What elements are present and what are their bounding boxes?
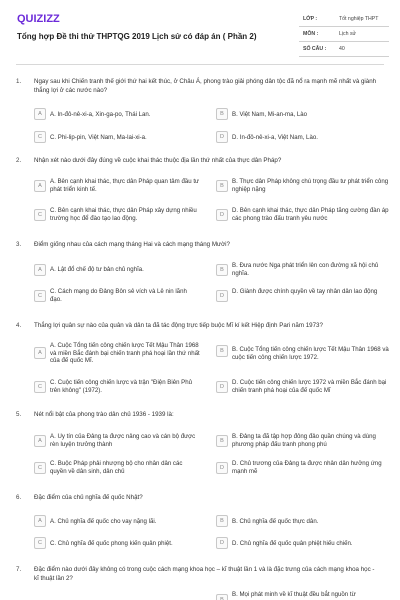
question-number: 7. — [16, 566, 22, 573]
option-text: D. Bên cạnh khai thác, thực dân Pháp tăng cường đàn áp các phong trào đấu tranh yêu nước — [232, 207, 389, 222]
question-number: 4. — [16, 322, 22, 329]
option-a[interactable] — [34, 342, 204, 364]
option-text: A. Uy tín của Đảng ta được nâng cao và cán bộ được rèn luyện trưởng thành — [50, 433, 196, 448]
question-text: Thắng lợi quân sự nào của quân và dân ta đã tác động trực tiếp buộc Mĩ kí kết Hiệp định Pari năm 1973? — [34, 322, 323, 329]
option-letter-badge: C — [34, 209, 46, 221]
option-letter-badge: C — [34, 290, 46, 302]
option-a[interactable] — [34, 262, 204, 276]
option-b[interactable] — [216, 262, 386, 276]
question-text: Đặc điểm nào dưới đây không có trong cuộc cách mạng khoa học – kĩ thuật lần 1 và là đặc trưng của cách mạng khoa học - kĩ thuật lần 2? — [34, 566, 375, 582]
option-b[interactable] — [216, 515, 386, 529]
meta-panel — [299, 12, 389, 57]
meta-value: Lịch sử — [339, 31, 357, 37]
option-text: B. Đưa nước Nga phát triển lên con đường xã hội chủ nghĩa. — [232, 262, 379, 277]
option-b[interactable] — [216, 433, 386, 447]
option-text: D. In-đô-nê-xi-a, Việt Nam, Lào. — [232, 134, 318, 141]
option-letter-badge: B — [216, 108, 228, 120]
option-text: A. Chủ nghĩa đế quốc cho vay nặng lãi. — [50, 518, 157, 525]
option-letter-badge: B — [216, 264, 228, 276]
option-c[interactable] — [34, 207, 204, 221]
option-text: A. Lật đổ chế độ tư bản chủ nghĩa. — [50, 266, 144, 273]
option-a[interactable] — [34, 433, 204, 447]
question-text: Đặc điểm của chủ nghĩa đế quốc Nhật? — [34, 494, 143, 501]
option-d[interactable] — [216, 379, 386, 393]
option-text: A. Bên cạnh khai thác, thực dân Pháp quan tâm đầu tư phát triển kinh tế. — [50, 178, 200, 193]
option-d[interactable] — [216, 537, 386, 551]
meta-row-class — [299, 12, 389, 27]
option-b[interactable] — [216, 591, 386, 600]
option-text: D. Chủ nghĩa đế quốc quân phiệt hiếu chiến. — [232, 540, 353, 547]
option-c[interactable] — [34, 537, 204, 551]
option-letter-badge: C — [34, 537, 46, 549]
question-text: Nét nổi bật của phong trào dân chủ 1936 - 1939 là: — [34, 411, 174, 418]
quizizz-logo-icon — [17, 11, 69, 25]
option-letter-badge: A — [34, 347, 46, 359]
option-letter-badge: D — [216, 462, 228, 474]
question-text: Ngay sau khi Chiến tranh thế giới thứ hai kết thúc, ở Châu Á, phong trào giải phóng dân tộc đã nổ ra mạnh mẽ nhất và giành thắng lợi ở các nước nào? — [34, 78, 377, 94]
option-a[interactable] — [34, 108, 204, 122]
option-text: B. Mọi phát minh về kĩ thuật đều bắt nguồn từ — [232, 591, 356, 598]
option-letter-badge: A — [34, 180, 46, 192]
option-text: B. Chủ nghĩa đế quốc thực dân. — [232, 518, 319, 525]
option-letter-badge: A — [34, 264, 46, 276]
meta-row-count — [299, 42, 389, 57]
option-letter-badge: C — [34, 462, 46, 474]
option-text: B. Đảng ta đã tập hợp đông đảo quần chúng và dùng phương pháp đấu tranh phong phú — [232, 433, 376, 448]
option-letter-badge: B — [216, 345, 228, 357]
option-letter-badge: B — [216, 435, 228, 447]
option-b[interactable] — [216, 178, 389, 193]
meta-row-subject — [299, 27, 389, 42]
question-text: Nhận xét nào dưới đây đúng về cuộc khai thác thuộc địa lần thứ nhất của thực dân Pháp? — [34, 157, 282, 164]
option-text: C. Chủ nghĩa đế quốc phong kiến quân phiệt. — [50, 540, 173, 547]
logo-text: QUIZIZZ — [17, 13, 60, 25]
option-d[interactable] — [216, 460, 386, 474]
option-letter-badge: A — [34, 515, 46, 527]
option-d[interactable] — [216, 131, 386, 145]
option-a[interactable] — [34, 178, 204, 192]
option-letter-badge: C — [34, 131, 46, 143]
page-title: Tổng hợp Đề thi thử THPTQG 2019 Lịch sử có đáp án ( Phần 2) — [17, 32, 257, 41]
option-letter-badge: D — [216, 537, 228, 549]
question-number: 2. — [16, 157, 22, 164]
option-c[interactable] — [34, 460, 204, 474]
option-letter-badge: B — [216, 180, 228, 192]
option-text: B. Thực dân Pháp không chú trọng đầu tư phát triển công nghiệp nặng — [232, 178, 389, 193]
option-text: C. Phi-lip-pin, Việt Nam, Ma-lai-xi-a. — [50, 134, 147, 141]
option-b[interactable] — [216, 342, 389, 361]
option-text: C. Cách mạng do Đảng Bôn sê vích và Lê nin lãnh đạo. — [50, 288, 187, 303]
option-text: D. Giành được chính quyền về tay nhân dân lao động — [232, 288, 378, 295]
option-a[interactable] — [34, 515, 204, 529]
meta-label: SỐ CÂU : — [303, 46, 327, 52]
worksheet-header — [0, 0, 400, 64]
option-text: C. Cuộc tiến công chiến lược và trận "Điện Biên Phủ trên không" (1972). — [50, 379, 193, 394]
option-text: A. In-đô-nê-xi-a, Xin-ga-po, Thái Lan. — [50, 111, 151, 118]
option-c[interactable] — [34, 131, 204, 145]
option-letter-badge: A — [34, 435, 46, 447]
question-number: 1. — [16, 78, 22, 85]
question-number: 5. — [16, 411, 22, 418]
option-text: D. Chủ trương của Đảng ta được nhân dân hưởng ứng mạnh mẽ — [232, 460, 382, 475]
option-text: C. Buộc Pháp phải nhượng bộ cho nhân dân các quyền về dân sinh, dân chủ — [50, 460, 183, 475]
option-c[interactable] — [34, 288, 204, 302]
option-text: C. Bên cạnh khai thác, thực dân Pháp xây dựng nhiều trường học để đào tạo lao động. — [50, 207, 197, 222]
option-letter-badge: B — [216, 594, 228, 600]
option-letter-badge: D — [216, 131, 228, 143]
option-d[interactable] — [216, 207, 389, 222]
option-letter-badge: D — [216, 290, 228, 302]
option-text: B. Cuộc Tổng tiến công chiến lược Tết Mậu Thân 1968 và cuộc tiến công chiến lược 1972. — [232, 346, 389, 361]
option-b[interactable] — [216, 108, 386, 122]
option-c[interactable] — [34, 379, 204, 393]
question-number: 6. — [16, 494, 22, 501]
option-text: A. Cuộc Tổng tiến công chiến lược Tết Mậu Thân 1968 và miền Bắc đánh bại chiến tranh phá hoại lần thứ nhất của đế quốc Mĩ. — [50, 342, 200, 364]
meta-label: MÔN : — [303, 31, 319, 37]
option-letter-badge: D — [216, 209, 228, 221]
quizizz-logo — [17, 11, 69, 25]
meta-value: 40 — [339, 46, 345, 52]
option-letter-badge: C — [34, 381, 46, 393]
option-d[interactable] — [216, 288, 386, 302]
header-divider — [16, 64, 384, 65]
option-text: B. Việt Nam, Mi-an-ma, Lào — [232, 111, 308, 118]
option-text: D. Cuộc tiến công chiến lược 1972 và miền Bắc đánh bại chiến tranh phá hoại của đế quốc Mĩ — [232, 379, 387, 394]
option-letter-badge: D — [216, 381, 228, 393]
meta-label: LỚP : — [303, 16, 318, 22]
question-text: Điểm giống nhau của cách mạng tháng Hai và cách mạng tháng Mười? — [34, 241, 230, 248]
option-letter-badge: A — [34, 108, 46, 120]
question-number: 3. — [16, 241, 22, 248]
option-letter-badge: B — [216, 515, 228, 527]
meta-value: Tốt nghiệp THPT — [339, 16, 379, 22]
